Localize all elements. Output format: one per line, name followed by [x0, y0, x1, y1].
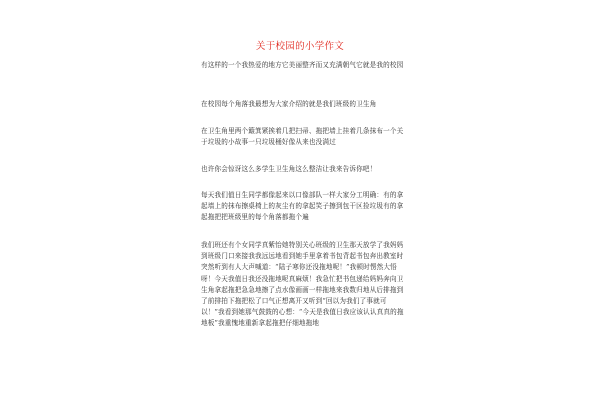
paragraph-3: 在卫生角里两个簸箕紧挨着几把扫帚、拖把墙上挂着几条抹布一个关于垃圾的小故事一只垃圾桶好像从来也没满过: [201, 127, 404, 147]
paragraph-5: 每天我们值日生同学都像起来以口像部队一样大家分工明确：有的拿起墙上的抹布擦桌椅上的灰尘有的拿起笑子擦到包干区捡垃圾有的拿起拖把把班级里的每个角落都拖个遍: [201, 191, 404, 222]
document-title: 关于校园的小学作文: [255, 41, 345, 52]
paragraph-6: 我们班还有个女同学真紫怡她特别关心班级的卫生那天放学了我妈妈到班级门口来接我我远远地看到她手里拿着书包背起书包奔出教室时突然听到有人大声喊道：“陆子寒你还没拖地呢！”我顿时愣然大悟呀！今天我值日我还没拖地呢真麻烦！我急忙把书包递给妈妈奔向卫生角拿起拖把急急地擦了点水像画画一样拖地来我数归地从后排拖到了前排拍下拖把松了口气正想离开又听到“回以为我们了事就可以！”我看到她那气鼓鼓的心想：“今天是我值日我应该认认真真的拖地板”我重愧地重新拿起拖把仔细地拖地: [201, 241, 404, 328]
paragraph-1: 有这样的一个我热爱的地方它美丽整齐而又充满朝气它就是我的校园: [201, 61, 404, 69]
paragraph-4: 也许你会惊讶这么多学生卫生角这么整洁让我来告诉你吧！: [201, 165, 377, 173]
paragraph-2: 在校园每个角落我最想为大家介绍的就是我们班级的卫生角: [201, 100, 377, 108]
